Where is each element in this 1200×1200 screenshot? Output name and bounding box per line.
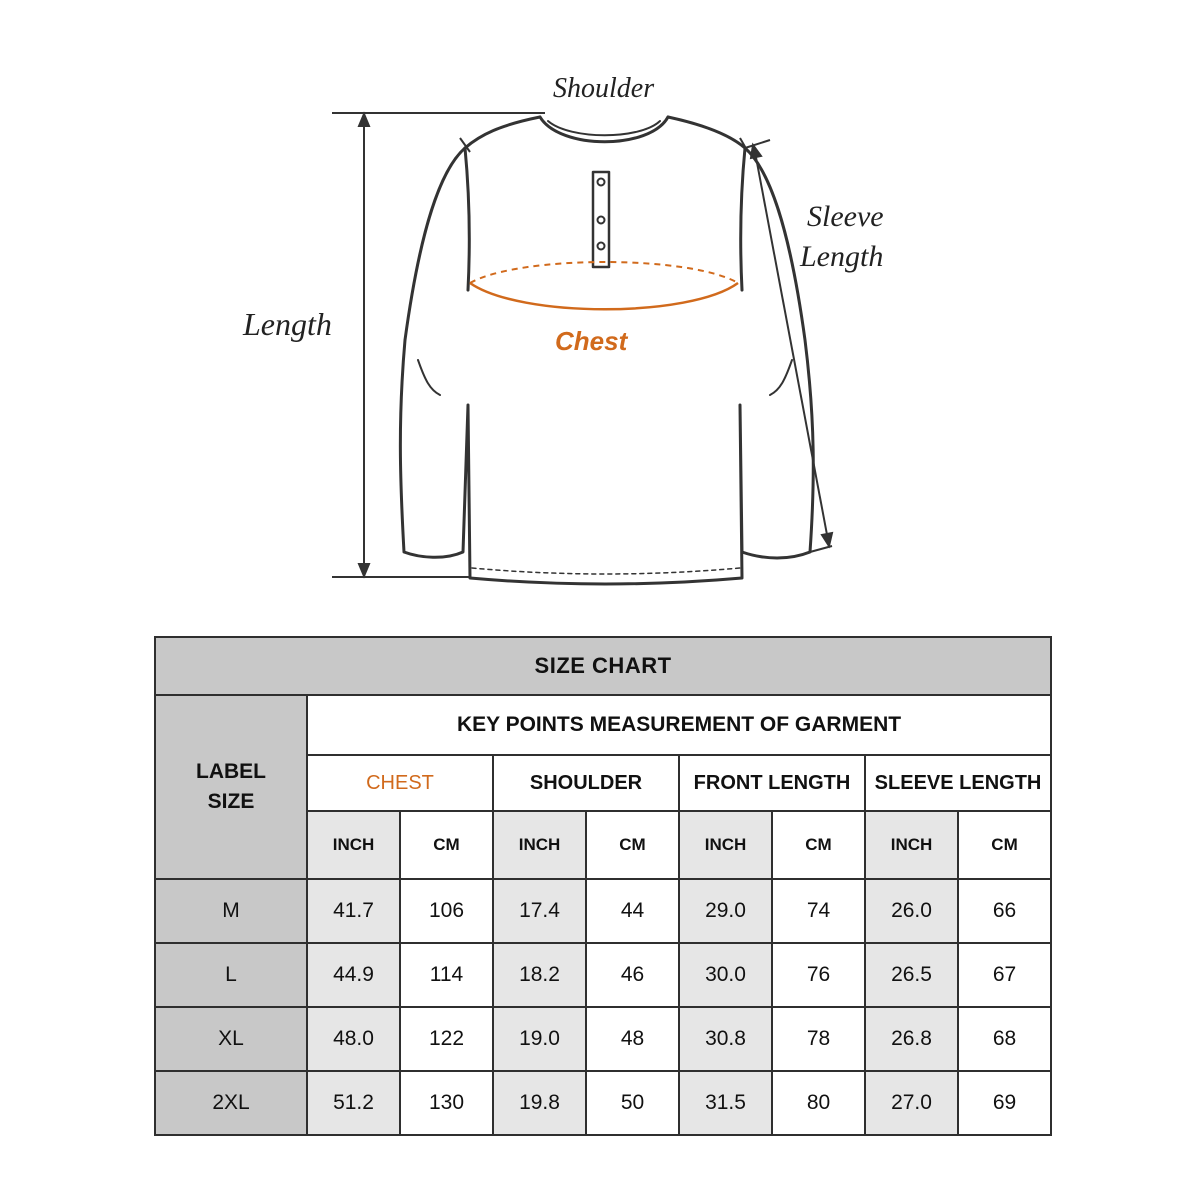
- value-cell: 48: [586, 1007, 679, 1071]
- size-cell: 2XL: [155, 1071, 307, 1135]
- value-cell: 122: [400, 1007, 493, 1071]
- value-cell: 74: [772, 879, 865, 943]
- value-cell: 114: [400, 943, 493, 1007]
- value-cell: 80: [772, 1071, 865, 1135]
- value-cell: 26.5: [865, 943, 958, 1007]
- length-label: Length: [243, 306, 332, 342]
- unit-header: CM: [772, 811, 865, 879]
- unit-header: CM: [400, 811, 493, 879]
- value-cell: 17.4: [493, 879, 586, 943]
- value-cell: 26.8: [865, 1007, 958, 1071]
- value-cell: 19.0: [493, 1007, 586, 1071]
- value-cell: 66: [958, 879, 1051, 943]
- group-header-sleeve-length: SLEEVE LENGTH: [865, 755, 1051, 811]
- value-cell: 69: [958, 1071, 1051, 1135]
- value-cell: 78: [772, 1007, 865, 1071]
- sleeve-fold: [770, 360, 792, 395]
- hem-stitch: [472, 568, 740, 574]
- table-row: [155, 1071, 1051, 1135]
- button: [598, 179, 605, 186]
- value-cell: 31.5: [679, 1071, 772, 1135]
- unit-header: INCH: [307, 811, 400, 879]
- sleeve-fold: [418, 360, 440, 395]
- value-cell: 50: [586, 1071, 679, 1135]
- value-cell: 67: [958, 943, 1051, 1007]
- unit-header: CM: [586, 811, 679, 879]
- value-cell: 44.9: [307, 943, 400, 1007]
- unit-header: INCH: [679, 811, 772, 879]
- collar-inner: [548, 121, 660, 135]
- label-size-line2: SIZE: [207, 790, 255, 813]
- size-chart-title: SIZE CHART: [155, 637, 1051, 695]
- sleeve-label-line1: Sleeve: [807, 200, 884, 233]
- table-row: [155, 943, 1051, 1007]
- chest-label: Chest: [555, 326, 628, 356]
- value-cell: 48.0: [307, 1007, 400, 1071]
- shoulder-label: Shoulder: [553, 73, 655, 104]
- value-cell: 26.0: [865, 879, 958, 943]
- unit-header: INCH: [493, 811, 586, 879]
- value-cell: 51.2: [307, 1071, 400, 1135]
- value-cell: 130: [400, 1071, 493, 1135]
- group-header-shoulder: SHOULDER: [493, 755, 679, 811]
- size-cell: M: [155, 879, 307, 943]
- unit-header: CM: [958, 811, 1051, 879]
- table-row: [155, 1007, 1051, 1071]
- value-cell: 44: [586, 879, 679, 943]
- collar: [540, 117, 668, 142]
- value-cell: 46: [586, 943, 679, 1007]
- right-sleeve-seam: [741, 148, 745, 290]
- value-cell: 41.7: [307, 879, 400, 943]
- length-dimension: [332, 113, 545, 577]
- shoulder-marks: [460, 138, 748, 152]
- size-cell: L: [155, 943, 307, 1007]
- button: [598, 217, 605, 224]
- chest-measure-line: [470, 262, 738, 309]
- value-cell: 18.2: [493, 943, 586, 1007]
- left-sleeve-seam: [465, 148, 469, 290]
- key-points-header: KEY POINTS MEASUREMENT OF GARMENT: [307, 695, 1051, 755]
- sleeve-label-line2: Length: [800, 240, 884, 273]
- label-size-line1: LABEL: [196, 760, 266, 783]
- table-row: [155, 879, 1051, 943]
- group-header-front-length: FRONT LENGTH: [679, 755, 865, 811]
- value-cell: 30.0: [679, 943, 772, 1007]
- label-size-header: [155, 695, 307, 879]
- value-cell: 27.0: [865, 1071, 958, 1135]
- size-chart-table: [154, 636, 1052, 1136]
- group-header-chest: CHEST: [307, 755, 493, 811]
- value-cell: 19.8: [493, 1071, 586, 1135]
- value-cell: 68: [958, 1007, 1051, 1071]
- button: [598, 243, 605, 250]
- value-cell: 30.8: [679, 1007, 772, 1071]
- value-cell: 106: [400, 879, 493, 943]
- size-cell: XL: [155, 1007, 307, 1071]
- value-cell: 29.0: [679, 879, 772, 943]
- unit-header: INCH: [865, 811, 958, 879]
- value-cell: 76: [772, 943, 865, 1007]
